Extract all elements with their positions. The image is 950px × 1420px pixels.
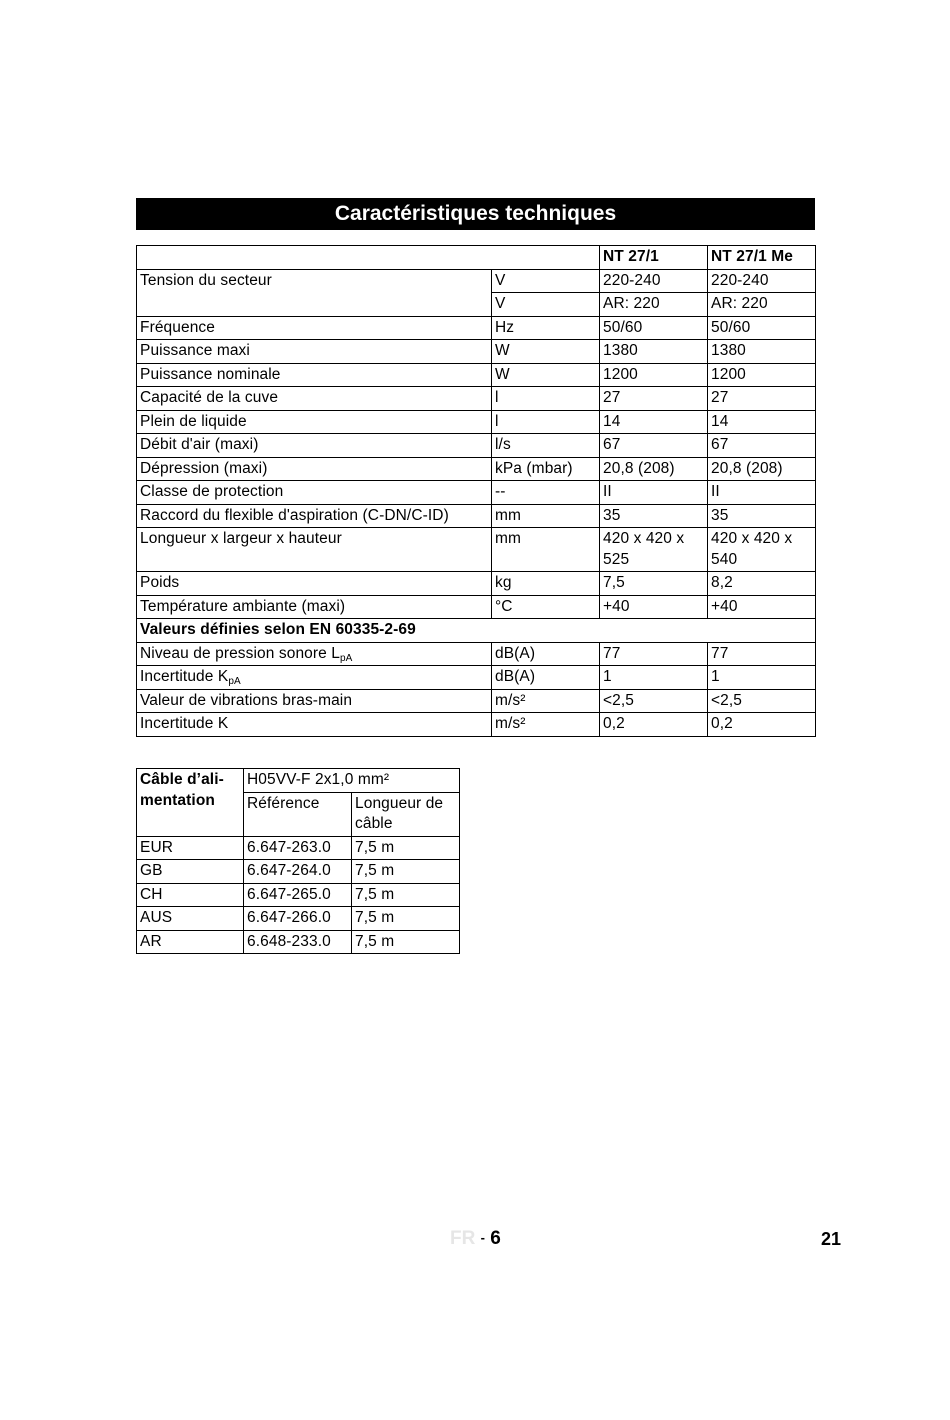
row-value-nt27-1: AR: 220 (600, 293, 708, 317)
cable-row (137, 860, 460, 884)
row-unit: l (492, 410, 600, 434)
row-unit: °C (492, 595, 600, 619)
row-label-subscript: pA (340, 652, 353, 664)
row-label-text: Incertitude K (140, 668, 229, 685)
row-unit: l/s (492, 434, 600, 458)
row-label (137, 713, 492, 737)
row-value-nt27-1-me: 77 (708, 642, 816, 666)
cable-reference: 6.647-264.0 (244, 860, 352, 884)
row-value-nt27-1-me: <2,5 (708, 689, 816, 713)
row-unit: kg (492, 572, 600, 596)
row-unit: dB(A) (492, 642, 600, 666)
cable-country: CH (137, 883, 244, 907)
row-unit: mm (492, 528, 600, 572)
row-value-nt27-1: 1200 (600, 363, 708, 387)
row-value-nt27-1-me: 0,2 (708, 713, 816, 737)
row-value-nt27-1: 50/60 (600, 316, 708, 340)
row-value-nt27-1: 1 (600, 666, 708, 690)
row-value-nt27-1-me: 1 (708, 666, 816, 690)
cable-length: 7,5 m (352, 883, 460, 907)
row-unit: m/s² (492, 689, 600, 713)
row-label: Débit d'air (maxi) (137, 434, 492, 458)
row-unit: dB(A) (492, 666, 600, 690)
row-value-nt27-1-me: 50/60 (708, 316, 816, 340)
separator: - (480, 1230, 485, 1245)
row-unit: V (492, 269, 600, 293)
cable-country: EUR (137, 836, 244, 860)
row-value-nt27-1: 77 (600, 642, 708, 666)
row-value-nt27-1-me: 8,2 (708, 572, 816, 596)
table-row (137, 666, 816, 690)
row-label-text: Niveau de pression sonore L (140, 644, 341, 662)
row-label: Tension du secteur (137, 269, 492, 316)
row-value-nt27-1: <2,5 (600, 689, 708, 713)
row-unit: W (492, 340, 600, 364)
row-label (137, 689, 492, 713)
row-value-nt27-1-me: II (708, 481, 816, 505)
row-label: Puissance maxi (137, 340, 492, 364)
spec-table (136, 245, 816, 737)
row-value-nt27-1: 27 (600, 387, 708, 411)
cable-country: AR (137, 930, 244, 954)
table-row (137, 689, 816, 713)
cable-row (137, 930, 460, 954)
table-header-row (137, 246, 816, 270)
cable-length: 7,5 m (352, 930, 460, 954)
row-label: Température ambiante (maxi) (137, 595, 492, 619)
row-value-nt27-1: 420 x 420 x 525 (600, 528, 708, 572)
cable-country: GB (137, 860, 244, 884)
cable-col-reference: Référence (244, 792, 352, 836)
cable-col-length: Longueur de câble (352, 792, 460, 836)
row-value-nt27-1-me: 20,8 (208) (708, 457, 816, 481)
table-row (137, 269, 816, 293)
cable-heading (137, 769, 244, 837)
row-value-nt27-1-me: 35 (708, 504, 816, 528)
table-row (137, 410, 816, 434)
cable-length: 7,5 m (352, 907, 460, 931)
table-row (137, 504, 816, 528)
row-unit: mm (492, 504, 600, 528)
row-label: Poids (137, 572, 492, 596)
row-value-nt27-1-me: 420 x 420 x 540 (708, 528, 816, 572)
row-unit: kPa (mbar) (492, 457, 600, 481)
cable-length: 7,5 m (352, 836, 460, 860)
page-number: 21 (821, 1229, 842, 1249)
row-value-nt27-1-me: 1200 (708, 363, 816, 387)
cable-spec: H05VV-F 2x1,0 mm² (244, 769, 460, 793)
section-page-label (450, 1228, 501, 1250)
row-unit: -- (492, 481, 600, 505)
table-row (137, 481, 816, 505)
table-row (137, 434, 816, 458)
page-title: Caractéristiques techniques (136, 198, 815, 230)
row-value-nt27-1-me: 1380 (708, 340, 816, 364)
row-unit: V (492, 293, 600, 317)
row-unit: l (492, 387, 600, 411)
cable-country: AUS (137, 907, 244, 931)
row-label-text: Incertitude K (140, 715, 229, 732)
row-label: Longueur x largeur x hauteur (137, 528, 492, 572)
section-page-number: 6 (490, 1228, 501, 1249)
table-row (137, 595, 816, 619)
row-label: Dépression (maxi) (137, 457, 492, 481)
row-value-nt27-1-me: +40 (708, 595, 816, 619)
column-header: NT 27/1 Me (708, 246, 816, 270)
row-value-nt27-1: 7,5 (600, 572, 708, 596)
cable-row (137, 836, 460, 860)
table-row (137, 340, 816, 364)
row-value-nt27-1: 0,2 (600, 713, 708, 737)
table-row (137, 316, 816, 340)
row-label: Classe de protection (137, 481, 492, 505)
table-row (137, 713, 816, 737)
row-value-nt27-1: 1380 (600, 340, 708, 364)
cable-reference: 6.648-233.0 (244, 930, 352, 954)
cable-reference: 6.647-266.0 (244, 907, 352, 931)
row-value-nt27-1-me: 67 (708, 434, 816, 458)
row-value-nt27-1: 14 (600, 410, 708, 434)
row-value-nt27-1-me: AR: 220 (708, 293, 816, 317)
row-label: Raccord du flexible d'aspiration (C-DN/C-ID) (137, 504, 492, 528)
row-value-nt27-1: 20,8 (208) (600, 457, 708, 481)
row-label: Capacité de la cuve (137, 387, 492, 411)
table-row (137, 457, 816, 481)
cable-row (137, 907, 460, 931)
cable-table (136, 768, 460, 954)
cable-length: 7,5 m (352, 860, 460, 884)
row-label (137, 666, 492, 690)
table-row (137, 642, 816, 666)
row-label: Puissance nominale (137, 363, 492, 387)
cable-reference: 6.647-265.0 (244, 883, 352, 907)
row-value-nt27-1: 67 (600, 434, 708, 458)
table-row (137, 363, 816, 387)
row-value-nt27-1: II (600, 481, 708, 505)
table-row (137, 387, 816, 411)
row-value-nt27-1-me: 14 (708, 410, 816, 434)
section-row (137, 619, 816, 643)
language-code: FR (450, 1228, 476, 1249)
row-label: Fréquence (137, 316, 492, 340)
cable-heading-text: Câble d’ali-mentation (140, 771, 224, 809)
cable-header-row (137, 769, 460, 793)
row-unit: Hz (492, 316, 600, 340)
row-value-nt27-1: 35 (600, 504, 708, 528)
table-row (137, 528, 816, 572)
row-unit: W (492, 363, 600, 387)
row-label: Plein de liquide (137, 410, 492, 434)
row-label-subscript: pA (228, 676, 241, 687)
row-label-text: Valeur de vibrations bras-main (140, 691, 353, 709)
row-value-nt27-1-me: 27 (708, 387, 816, 411)
cable-reference: 6.647-263.0 (244, 836, 352, 860)
row-value-nt27-1: +40 (600, 595, 708, 619)
row-value-nt27-1: 220-240 (600, 269, 708, 293)
column-header: NT 27/1 (600, 246, 708, 270)
header-empty-cell (137, 246, 600, 270)
cable-row (137, 883, 460, 907)
row-label (137, 642, 492, 666)
section-label: Valeurs définies selon EN 60335-2-69 (137, 619, 816, 643)
row-unit: m/s² (492, 713, 600, 737)
row-value-nt27-1-me: 220-240 (708, 269, 816, 293)
table-row (137, 572, 816, 596)
